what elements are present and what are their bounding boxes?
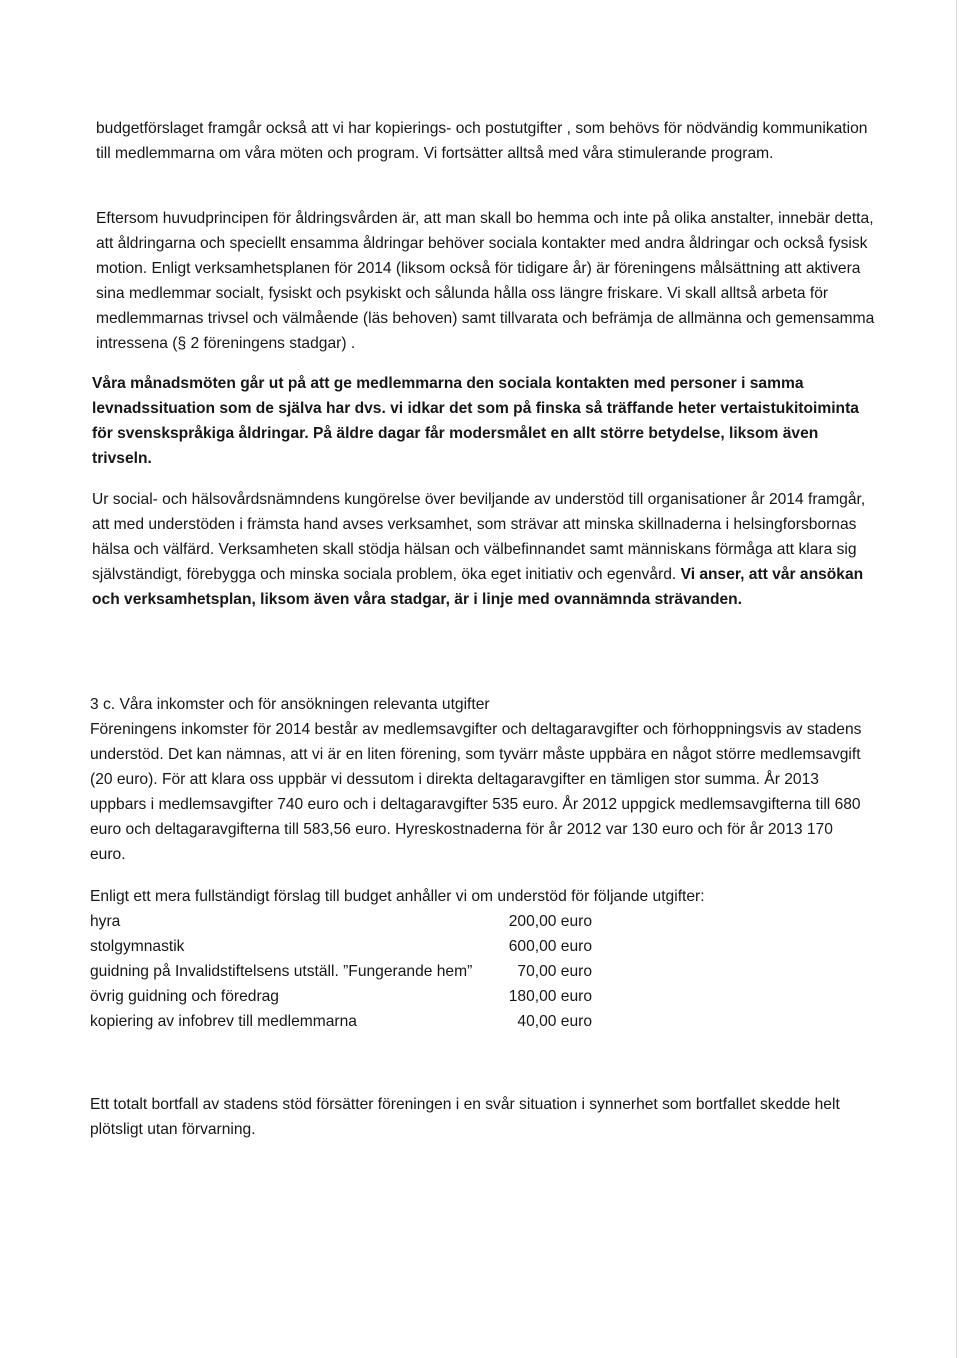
budget-amount: 180,00 euro xyxy=(508,988,592,1005)
budget-label: kopiering av infobrev till medlemmarna xyxy=(90,1013,357,1030)
budget-label: stolgymnastik xyxy=(90,938,185,955)
budget-amount: 70,00 euro xyxy=(517,963,592,980)
budget-amount: 200,00 euro xyxy=(508,913,592,930)
section-3c xyxy=(90,692,870,867)
kungorelse-text: Ur social- och hälsovårdsnämndens kungörelse över beviljande av understöd till organisationer år 2014 framgår, att med understöden i främsta hand avses verksamhet, som strävar att minska skillnaderna i helsingforsbornas hälsa och välfärd. Verksamheten skall stödja hälsan och välbefinnandet samt människans förmåga att klara sig självständigt, förebygga och minska sociala problem, öka eget initiativ och egenvård. xyxy=(92,491,866,583)
budget-row xyxy=(90,909,610,934)
budget-label: guidning på Invalidstiftelsens utställ. ”Fungerande hem” xyxy=(90,963,473,980)
paragraph-budget-intro: budgetförslaget framgår också att vi har kopierings- och postutgifter , som behövs för nödvändig kommunikation till medlemmarna om våra möten och program. Vi fortsätter alltså med våra stimulerande program. xyxy=(96,120,868,162)
budget-amount: 600,00 euro xyxy=(508,938,592,955)
budget-row xyxy=(90,1009,610,1034)
paragraph-bortfall: Ett totalt bortfall av stadens stöd försätter föreningen i en svår situation i synnerhet som bortfallet skedde helt plötsligt utan förvarning. xyxy=(90,1096,840,1138)
section-3c-text: Föreningens inkomster för 2014 består av medlemsavgifter och deltagaravgifter och förhoppningsvis av stadens understöd. Det kan nämnas, att vi är en liten förening, som tyvärr måste uppbära en något större medlemsavgift (20 euro). För att klara oss uppbär vi dessutom i direkta deltagaravgifter en tämligen stor summa. År 2013 uppbars i medlemsavgifter 740 euro och i deltagaravgifter 535 euro. År 2012 uppgick medlemsavgifterna till 680 euro och deltagaravgifterna till 583,56 euro. Hyreskostnaderna för år 2012 var 130 euro och för år 2013 170 euro. xyxy=(90,721,862,863)
paragraph-kungorelse xyxy=(92,487,872,612)
budget-row xyxy=(90,959,610,984)
paragraph-manadsmoten: Våra månadsmöten går ut på att ge medlemmarna den sociala kontakten med personer i samma levnadssituation som de själva har dvs. vi idkar det som på finska så träffande heter vertaistukitoiminta för svenskspråkiga åldringar. På äldre dagar får modersmålet en allt större betydelse, liksom även trivseln. xyxy=(92,375,859,467)
budget-label: hyra xyxy=(90,913,121,930)
page-edge-line xyxy=(956,0,957,1358)
budget-row xyxy=(90,934,610,959)
budget-label: övrig guidning och föredrag xyxy=(90,988,279,1005)
kungorelse-bold-statement: Vi anser, att vår ansökan och verksamhetsplan, liksom även våra stadgar, är i linje med ovannämnda strävanden. xyxy=(92,566,864,608)
paragraph-budget-request: Enligt ett mera fullständigt förslag till budget anhåller vi om understöd för följande utgifter: xyxy=(90,888,705,905)
budget-list xyxy=(90,909,610,1034)
budget-row xyxy=(90,984,610,1009)
section-3c-heading: 3 c. Våra inkomster och för ansökningen relevanta utgifter xyxy=(90,696,490,713)
paragraph-aldringsvard: Eftersom huvudprincipen för åldringsvården är, att man skall bo hemma och inte på olika anstalter, innebär detta, att åldringarna och speciellt ensamma åldringar behöver sociala kontakter med andra åldringar och också fysisk motion. Enligt verksamhetsplanen för 2014 (liksom också för tidigare år) är föreningens målsättning att aktivera sina medlemmar socialt, fysiskt och psykiskt och sålunda hålla oss längre friskare. Vi skall alltså arbeta för medlemmarnas trivsel och välmående (läs behoven) samt tillvarata och befrämja de allmänna och gemensamma intressena (§ 2 föreningens stadgar) . xyxy=(96,210,875,352)
budget-amount: 40,00 euro xyxy=(517,1013,592,1030)
